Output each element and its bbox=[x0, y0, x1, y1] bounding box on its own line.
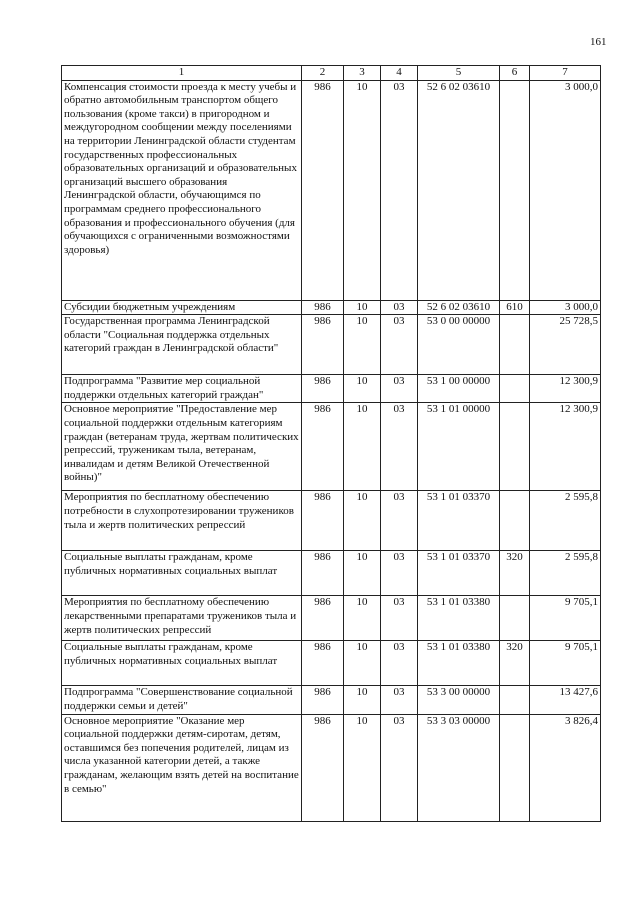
subsection-code: 03 bbox=[381, 596, 418, 641]
target-article-code: 53 3 03 00000 bbox=[418, 714, 500, 821]
amount: 3 000,0 bbox=[530, 300, 601, 315]
section-code: 10 bbox=[344, 315, 381, 375]
amount: 25 728,5 bbox=[530, 315, 601, 375]
section-code: 10 bbox=[344, 641, 381, 686]
section-code: 10 bbox=[344, 80, 381, 300]
table-row bbox=[62, 300, 601, 315]
table-row bbox=[62, 403, 601, 491]
amount: 2 595,8 bbox=[530, 491, 601, 551]
target-article-code: 53 0 00 00000 bbox=[418, 315, 500, 375]
item-name: Государственная программа Ленинградской области "Социальная поддержка отдельных категорий граждан в Ленинградской области" bbox=[62, 315, 302, 375]
table-row bbox=[62, 596, 601, 641]
item-name: Подпрограмма "Совершенствование социальной поддержки семьи и детей" bbox=[62, 686, 302, 714]
subsection-code: 03 bbox=[381, 551, 418, 596]
amount: 9 705,1 bbox=[530, 641, 601, 686]
section-code: 10 bbox=[344, 596, 381, 641]
expense-type-code bbox=[500, 315, 530, 375]
expense-type-code: 320 bbox=[500, 551, 530, 596]
subsection-code: 03 bbox=[381, 491, 418, 551]
subsection-code: 03 bbox=[381, 315, 418, 375]
table-row bbox=[62, 686, 601, 714]
table-row bbox=[62, 80, 601, 300]
amount: 3 826,4 bbox=[530, 714, 601, 821]
expense-type-code bbox=[500, 596, 530, 641]
table-row bbox=[62, 375, 601, 403]
ministry-code: 986 bbox=[302, 551, 344, 596]
subsection-code: 03 bbox=[381, 300, 418, 315]
target-article-code: 52 6 02 03610 bbox=[418, 80, 500, 300]
amount: 12 300,9 bbox=[530, 375, 601, 403]
ministry-code: 986 bbox=[302, 403, 344, 491]
column-header: 3 bbox=[344, 66, 381, 81]
ministry-code: 986 bbox=[302, 300, 344, 315]
item-name: Субсидии бюджетным учреждениям bbox=[62, 300, 302, 315]
expense-type-code bbox=[500, 686, 530, 714]
ministry-code: 986 bbox=[302, 596, 344, 641]
section-code: 10 bbox=[344, 375, 381, 403]
subsection-code: 03 bbox=[381, 641, 418, 686]
budget-table bbox=[61, 65, 601, 822]
target-article-code: 53 1 01 03370 bbox=[418, 491, 500, 551]
column-header: 1 bbox=[62, 66, 302, 81]
target-article-code: 53 1 00 00000 bbox=[418, 375, 500, 403]
expense-type-code bbox=[500, 80, 530, 300]
header-row bbox=[62, 66, 601, 81]
table-row bbox=[62, 491, 601, 551]
section-code: 10 bbox=[344, 403, 381, 491]
target-article-code: 53 1 01 03380 bbox=[418, 596, 500, 641]
section-code: 10 bbox=[344, 491, 381, 551]
amount: 12 300,9 bbox=[530, 403, 601, 491]
column-header: 4 bbox=[381, 66, 418, 81]
expense-type-code bbox=[500, 403, 530, 491]
expense-type-code: 320 bbox=[500, 641, 530, 686]
ministry-code: 986 bbox=[302, 686, 344, 714]
amount: 2 595,8 bbox=[530, 551, 601, 596]
target-article-code: 53 3 00 00000 bbox=[418, 686, 500, 714]
column-header: 2 bbox=[302, 66, 344, 81]
item-name: Основное мероприятие "Оказание мер социальной поддержки детям-сиротам, детям, оставшимся без попечения родителей, лицам из числа указанной категории детей, а также гражданам, желающим взять детей на воспитание в семью" bbox=[62, 714, 302, 821]
amount: 3 000,0 bbox=[530, 80, 601, 300]
amount: 13 427,6 bbox=[530, 686, 601, 714]
item-name: Социальные выплаты гражданам, кроме публичных нормативных социальных выплат bbox=[62, 641, 302, 686]
ministry-code: 986 bbox=[302, 315, 344, 375]
subsection-code: 03 bbox=[381, 80, 418, 300]
page-number: 161 bbox=[590, 36, 607, 48]
table-row bbox=[62, 714, 601, 821]
subsection-code: 03 bbox=[381, 375, 418, 403]
section-code: 10 bbox=[344, 551, 381, 596]
expense-type-code bbox=[500, 714, 530, 821]
item-name: Подпрограмма "Развитие мер социальной поддержки отдельных категорий граждан" bbox=[62, 375, 302, 403]
expense-type-code bbox=[500, 491, 530, 551]
expense-type-code bbox=[500, 375, 530, 403]
expense-type-code: 610 bbox=[500, 300, 530, 315]
ministry-code: 986 bbox=[302, 491, 344, 551]
target-article-code: 52 6 02 03610 bbox=[418, 300, 500, 315]
target-article-code: 53 1 01 03380 bbox=[418, 641, 500, 686]
column-header: 6 bbox=[500, 66, 530, 81]
table-row bbox=[62, 315, 601, 375]
amount: 9 705,1 bbox=[530, 596, 601, 641]
section-code: 10 bbox=[344, 714, 381, 821]
ministry-code: 986 bbox=[302, 641, 344, 686]
subsection-code: 03 bbox=[381, 686, 418, 714]
target-article-code: 53 1 01 00000 bbox=[418, 403, 500, 491]
ministry-code: 986 bbox=[302, 375, 344, 403]
ministry-code: 986 bbox=[302, 714, 344, 821]
section-code: 10 bbox=[344, 300, 381, 315]
subsection-code: 03 bbox=[381, 714, 418, 821]
subsection-code: 03 bbox=[381, 403, 418, 491]
item-name: Мероприятия по бесплатному обеспечению лекарственными препаратами тружеников тыла и жертв политических репрессий bbox=[62, 596, 302, 641]
item-name: Компенсация стоимости проезда к месту учебы и обратно автомобильным транспортом общего пользования (кроме такси) в пригородном и междугородном сообщении между поселениями на территории Ленинградской области студентам государственных профессиональных образовательных организаций и образовательных организаций высшего образования Ленинградской области, обучающимся по программам среднего профессионального образования и профессионального обучения (для обучающихся с ограниченными возможностями здоровья) bbox=[62, 80, 302, 300]
item-name: Мероприятия по бесплатному обеспечению потребности в слухопротезировании тружеников тыла и жертв политических репрессий bbox=[62, 491, 302, 551]
table-row bbox=[62, 551, 601, 596]
ministry-code: 986 bbox=[302, 80, 344, 300]
target-article-code: 53 1 01 03370 bbox=[418, 551, 500, 596]
column-header: 5 bbox=[418, 66, 500, 81]
item-name: Основное мероприятие "Предоставление мер социальной поддержки отдельным категориям граждан (ветеранам труда, жертвам политических репрессий, труженикам тыла, ветеранам, инвалидам и детям Великой Отечественной войны)" bbox=[62, 403, 302, 491]
table-row bbox=[62, 641, 601, 686]
section-code: 10 bbox=[344, 686, 381, 714]
column-header: 7 bbox=[530, 66, 601, 81]
item-name: Социальные выплаты гражданам, кроме публичных нормативных социальных выплат bbox=[62, 551, 302, 596]
